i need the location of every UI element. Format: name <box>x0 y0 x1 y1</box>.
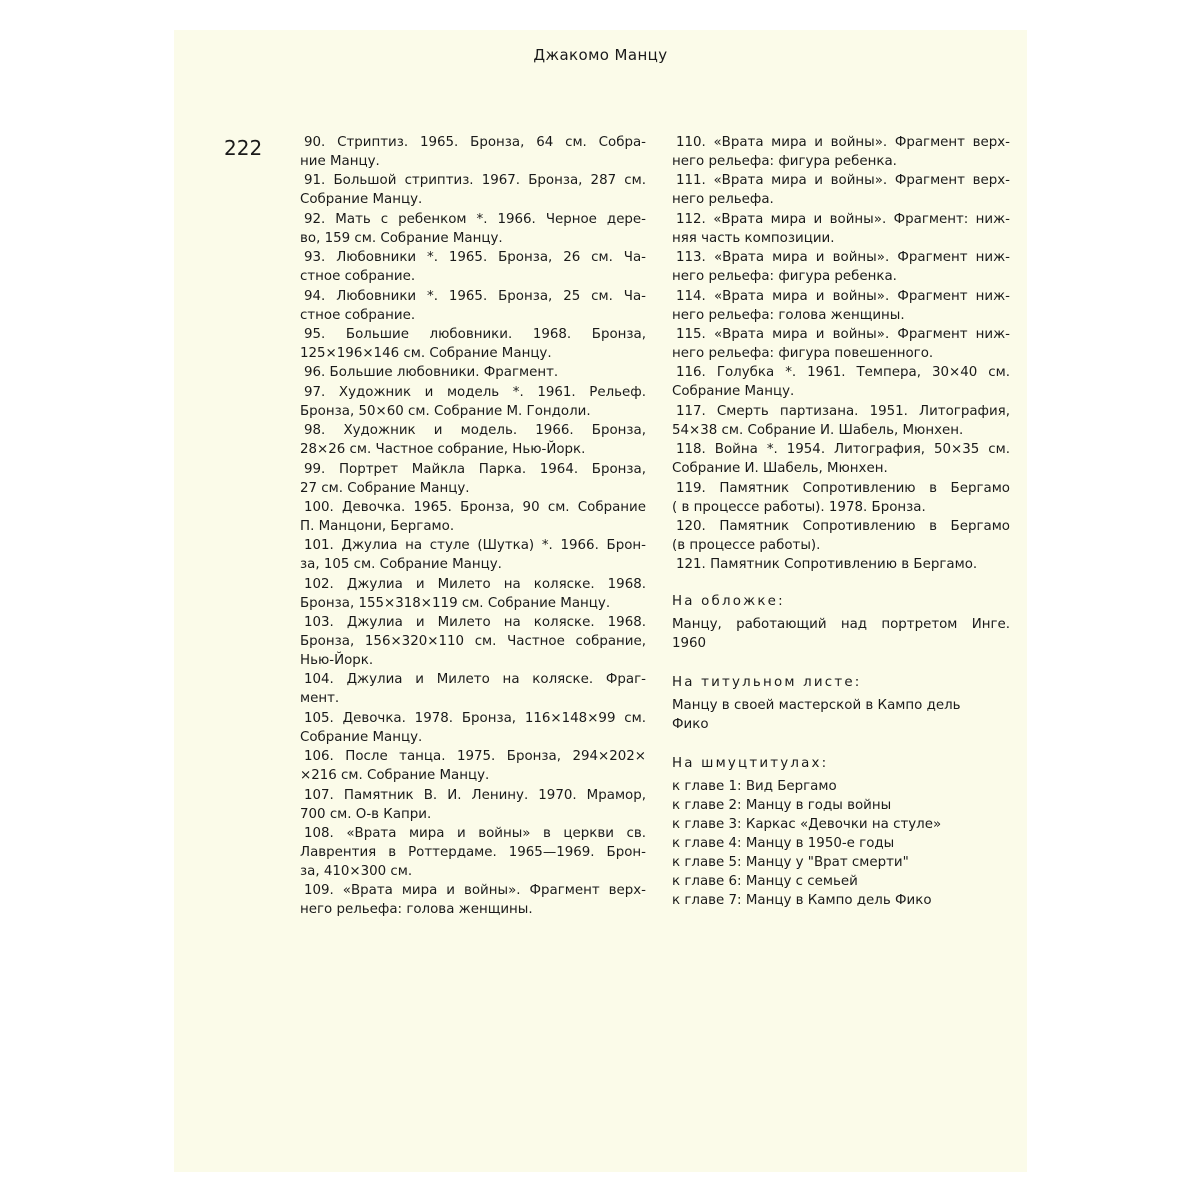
cover-caption-line: 1960 <box>672 636 707 652</box>
entry-line: него рельефа: голова женщины. <box>300 902 533 918</box>
entry-line: него рельефа: фигура повешенного. <box>672 345 934 361</box>
entry-line: 113. «Врата мира и войны». Фрагмент ниж- <box>676 250 1010 266</box>
entry-line: 54×38 см. Собрание И. Шабель, Мюнхен. <box>672 422 964 438</box>
half-titles-heading: На шмуцтитулах: <box>672 756 829 772</box>
illustration-entry <box>300 210 646 248</box>
entry-line: за, 410×300 см. <box>300 864 413 880</box>
half-title-item: к главе 2: Манцу в годы войны <box>672 798 892 814</box>
half-title-item: к главе 4: Манцу в 1950-е годы <box>672 836 895 852</box>
illustration-entry <box>300 171 646 209</box>
entry-line: 27 см. Собрание Манцу. <box>300 480 470 496</box>
cover-caption-line: Манцу, работающий над портретом Инге. <box>672 617 1010 633</box>
entry-line: 115. «Врата мира и войны». Фрагмент ниж- <box>676 326 1010 342</box>
illustration-entry <box>300 575 646 613</box>
entry-line: (в процессе работы). <box>672 537 821 553</box>
title-page-caption-line: Фико <box>672 717 709 733</box>
illustration-entry <box>300 670 646 708</box>
cover-caption <box>672 615 1010 653</box>
illustration-entry <box>300 824 646 881</box>
entry-line: 117. Смерть партизана. 1951. Литография, <box>676 403 1010 419</box>
illustration-entry <box>672 133 1010 171</box>
entry-line: 94. Любовники *. 1965. Бронза, 25 см. Ча- <box>304 288 646 304</box>
entry-line: 112. «Врата мира и войны». Фрагмент: ниж- <box>676 211 1010 227</box>
illustration-entry <box>300 325 646 363</box>
illustration-entry <box>300 613 646 670</box>
entry-line: него рельефа: фигура ребенка. <box>672 269 897 285</box>
entry-line: него рельефа: фигура ребенка. <box>672 154 897 169</box>
half-title-item: к главе 6: Манцу с семьей <box>672 874 858 890</box>
illustration-entry <box>672 248 1010 286</box>
entry-line: 109. «Врата мира и войны». Фрагмент верх- <box>304 883 646 899</box>
cover-heading: На обложке: <box>672 594 785 610</box>
illustration-entry <box>672 517 1010 555</box>
illustration-entry <box>300 536 646 574</box>
entry-line: мент. <box>300 691 340 707</box>
title-page-heading: На титульном листе: <box>672 675 862 691</box>
illustration-entry <box>672 440 1010 478</box>
illustration-entry <box>672 287 1010 325</box>
entry-line: 28×26 см. Частное собрание, Нью-Йорк. <box>300 442 586 458</box>
entry-line: 116. Голубка *. 1961. Темпера, 30×40 см. <box>676 365 1010 381</box>
title-page-caption <box>672 696 1010 734</box>
illustration-entry <box>300 460 646 498</box>
entry-line: него рельефа: голова женщины. <box>672 307 905 323</box>
entry-line: Собрание Манцу. <box>300 192 423 208</box>
entry-line: 105. Девочка. 1978. Бронза, 116×148×99 см. <box>304 710 646 726</box>
entry-line: Нью-Йорк. <box>300 653 374 669</box>
entry-line: 120. Памятник Сопротивлению в Бергамо <box>676 518 1010 534</box>
entry-line: 103. Джулиа и Милето на коляске. 1968. <box>304 615 646 631</box>
entry-line: 110. «Врата мира и войны». Фрагмент верх- <box>676 135 1010 150</box>
entry-line: 99. Портрет Майкла Парка. 1964. Бронза, <box>304 461 646 477</box>
illustration-entry <box>300 709 646 747</box>
entry-line: Собрание И. Шабель, Мюнхен. <box>672 461 888 477</box>
half-title-item: к главе 3: Каркас «Девочки на стуле» <box>672 817 942 833</box>
entry-line: 101. Джулиа на стуле (Шутка) *. 1966. Брон- <box>304 538 646 554</box>
entry-line: Бронза, 156×320×110 см. Частное собрание, <box>300 634 646 650</box>
entry-line: 91. Большой стриптиз. 1967. Бронза, 287 см. <box>304 173 646 189</box>
entry-line: ние Манцу. <box>300 154 380 169</box>
entry-line: стное собрание. <box>300 269 416 285</box>
illustration-entry <box>672 363 1010 401</box>
illustration-entry <box>300 498 646 536</box>
illustration-entry <box>300 363 646 382</box>
entry-line: Бронза, 155×318×119 см. Собрание Манцу. <box>300 595 611 611</box>
entry-line: 100. Девочка. 1965. Бронза, 90 см. Собрание <box>304 499 646 515</box>
half-title-item: к главе 1: Вид Бергамо <box>672 779 837 795</box>
entry-line: во, 159 см. Собрание Манцу. <box>300 230 503 246</box>
entry-line: 92. Мать с ребенком *. 1966. Черное дере- <box>304 211 646 227</box>
entry-line: 107. Памятник В. И. Ленину. 1970. Мрамор, <box>304 787 646 803</box>
entry-line: 119. Памятник Сопротивлению в Бергамо <box>676 480 1010 496</box>
half-titles-list <box>672 777 1010 910</box>
entry-line: Бронза, 50×60 см. Собрание М. Гондоли. <box>300 403 591 419</box>
illustration-entry <box>300 383 646 421</box>
illustration-entry <box>672 325 1010 363</box>
entry-line: 700 см. О-в Капри. <box>300 806 432 822</box>
entry-line: няя часть композиции. <box>672 230 835 246</box>
illustration-entry <box>300 421 646 459</box>
entry-line: 98. Художник и модель. 1966. Бронза, <box>304 423 646 439</box>
illustration-entry <box>300 881 646 919</box>
entry-line: 108. «Врата мира и войны» в церкви св. <box>304 826 646 842</box>
entry-line: 114. «Врата мира и войны». Фрагмент ниж- <box>676 288 1010 304</box>
entry-line: 121. Памятник Сопротивлению в Бергамо. <box>676 557 978 573</box>
entry-line: 111. «Врата мира и войны». Фрагмент верх- <box>676 173 1010 189</box>
illustration-entry <box>672 210 1010 248</box>
illustration-entry <box>300 786 646 824</box>
illustration-entry <box>672 555 1010 574</box>
entry-line: Собрание Манцу. <box>300 729 423 745</box>
illustration-entry <box>300 747 646 785</box>
book-page <box>174 30 1027 1172</box>
half-title-item: к главе 5: Манцу у "Врат смерти" <box>672 855 909 871</box>
entry-line: 96. Большие любовники. Фрагмент. <box>304 365 559 381</box>
running-title: Джакомо Манцу <box>533 46 668 64</box>
illustration-entry <box>300 248 646 286</box>
entry-line: 102. Джулиа и Милето на коляске. 1968. <box>304 576 646 592</box>
entry-line: П. Манцони, Бергамо. <box>300 518 455 534</box>
illustration-entry <box>300 133 646 171</box>
entry-line: ( в процессе работы). 1978. Бронза. <box>672 499 926 515</box>
illustration-entry <box>300 287 646 325</box>
entry-line: 95. Большие любовники. 1968. Бронза, <box>304 326 646 342</box>
entry-line: стное собрание. <box>300 307 416 323</box>
right-column <box>672 133 1010 910</box>
entry-line: 118. Война *. 1954. Литография, 50×35 см. <box>676 442 1010 458</box>
entry-line: Лаврентия в Роттердаме. 1965—1969. Брон- <box>300 845 646 861</box>
entry-line: Собрание Манцу. <box>672 384 795 400</box>
entry-line: 125×196×146 см. Собрание Манцу. <box>300 345 552 361</box>
entry-line: 97. Художник и модель *. 1961. Рельеф. <box>304 384 646 400</box>
left-column <box>300 133 646 920</box>
entry-line: него рельефа. <box>672 192 774 208</box>
illustration-list-continued <box>672 133 1010 574</box>
entry-line: 106. После танца. 1975. Бронза, 294×202× <box>304 749 646 765</box>
illustration-entry <box>672 402 1010 440</box>
illustration-entry <box>672 171 1010 209</box>
page-number: 222 <box>224 136 263 160</box>
entry-line: 104. Джулиа и Милето на коляске. Фраг- <box>304 672 646 688</box>
title-page-caption-line: Манцу в своей мастерской в Кампо дель <box>672 698 961 714</box>
entry-line: 90. Стриптиз. 1965. Бронза, 64 см. Собра- <box>304 135 646 150</box>
entry-line: за, 105 см. Собрание Манцу. <box>300 557 502 573</box>
half-title-item: к главе 7: Манцу в Кампо дель Фико <box>672 893 932 909</box>
illustration-entry <box>672 479 1010 517</box>
entry-line: 93. Любовники *. 1965. Бронза, 26 см. Ча- <box>304 250 646 266</box>
entry-line: ×216 см. Собрание Манцу. <box>300 768 490 784</box>
